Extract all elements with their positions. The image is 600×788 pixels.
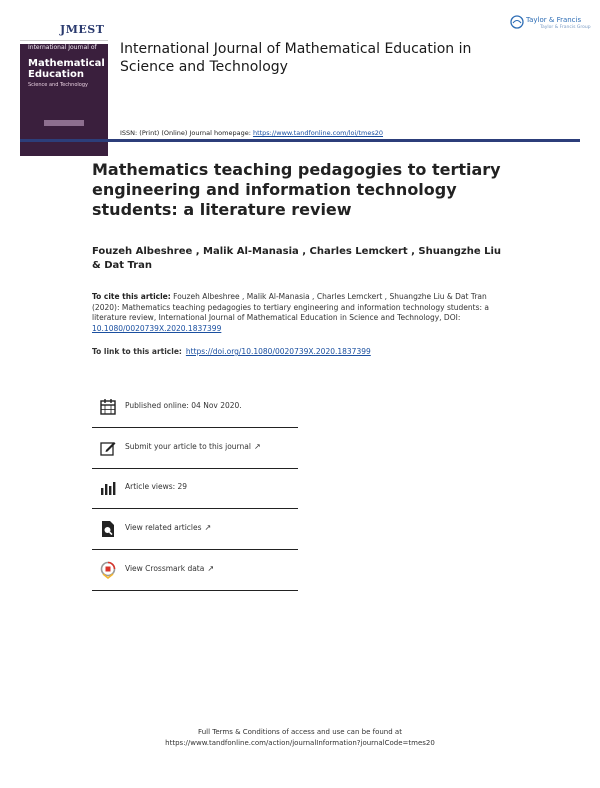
crossmark-label[interactable]: View Crossmark data [125,564,205,573]
header-rule [20,139,580,142]
cover-title-big: Mathematical Education [28,58,105,80]
article-link-line [92,347,512,356]
external-link-icon: ↗ [204,523,212,532]
external-link-icon: ↗ [207,564,215,573]
citation-block [92,292,512,334]
crossmark-icon [100,561,116,579]
crossmark-row[interactable] [92,555,298,587]
doi-link[interactable]: 10.1080/0020739X.2020.1837399 [92,323,222,333]
cover-journal-code: JMEST [60,23,105,36]
divider [92,508,298,509]
related-articles-label[interactable]: View related articles [125,523,202,532]
related-articles-label-wrap [125,523,211,532]
submit-article-label[interactable]: Submit your article to this journal [125,442,251,451]
published-row [92,392,298,424]
cover-header-strip [20,20,108,41]
footer-terms-text: Full Terms & Conditions of access and use can be found at [198,728,402,736]
article-views: Article views: 29 [125,482,188,491]
article-authors: Fouzeh Albeshree , Malik Al-Manasia , Charles Lemckert , Shuangzhe Liu & Dat Tran [92,246,502,271]
bar-chart-icon [100,479,116,497]
journal-homepage-link[interactable]: https://www.tandfonline.com/loi/tmes20 [252,129,384,137]
cover-title-sub: Science and Technology [28,82,88,88]
link-label: To link to this article: [92,347,182,356]
footer-terms-url[interactable]: https://www.tandfonline.com/action/journalInformation?journalCode=tmes20 [165,739,435,747]
divider [92,427,298,428]
article-views-row [92,473,298,505]
edit-icon [100,439,116,457]
citation-label: To cite this article: [92,292,171,301]
article-title: Mathematics teaching pedagogies to tertiary engineering and information technology students: a literature review [92,160,501,219]
journal-title: International Journal of Mathematical Education in Science and Technology [120,41,472,75]
citation-text: Fouzeh Albeshree , Malik Al-Manasia , Charles Lemckert , Shuangzhe Liu & Dat Tran (2020): Mathematics teaching pedagogies to tertiary engineering and information technology students: a literature review, International Journal of Mathematical Education in Science and Technology, DOI: [92,292,490,322]
article-doi-url-link[interactable]: https://doi.org/10.1080/0020739X.2020.1837399 [185,347,371,356]
published-date: Published online: 04 Nov 2020. [125,401,242,410]
publisher-logo-icon [510,15,524,29]
submit-article-label-wrap [125,442,261,451]
calendar-icon [100,398,116,416]
cover-title-small: International Journal of [28,44,97,51]
crossmark-label-wrap [125,564,214,573]
document-search-icon [100,520,116,538]
divider [92,549,298,550]
external-link-icon: ↗ [253,442,261,451]
issn-line [120,129,383,137]
divider [92,590,298,591]
publisher-logo [510,14,591,36]
journal-cover-image [20,20,108,136]
divider [92,468,298,469]
submit-article-row[interactable] [92,433,298,465]
footer [100,727,500,749]
issn-text: ISSN: (Print) (Online) Journal homepage: [120,129,253,137]
cover-publisher-mark [44,120,84,126]
publisher-name: Taylor & Francis [526,16,582,24]
related-articles-row[interactable] [92,514,298,546]
publisher-group: Taylor & Francis Group [540,25,591,30]
